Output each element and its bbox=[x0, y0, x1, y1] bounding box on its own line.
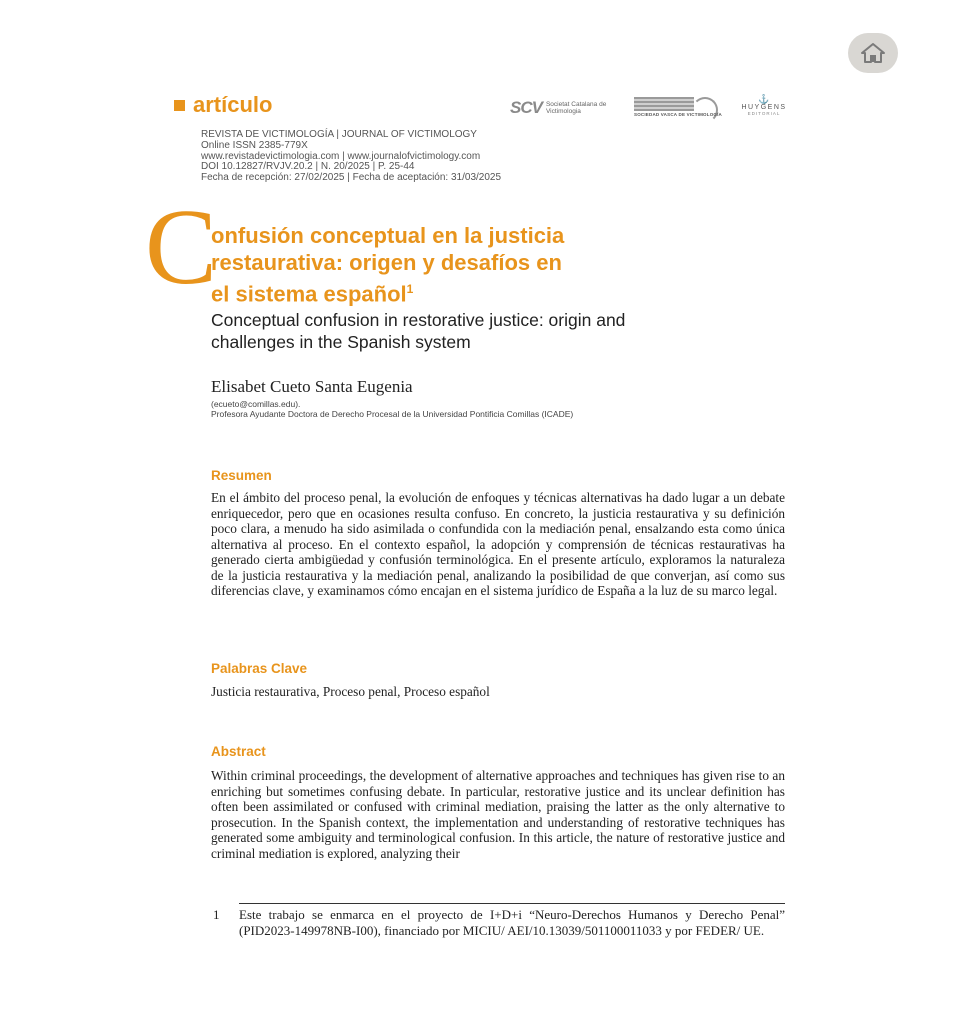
keywords-heading: Palabras Clave bbox=[211, 661, 308, 676]
logo-sociedad-vasca bbox=[634, 97, 723, 123]
journal-info-line: Fecha de recepción: 27/02/2025 | Fecha de aceptación: 31/03/2025 bbox=[201, 172, 502, 184]
logo-societat-catalana bbox=[510, 98, 616, 118]
home-icon bbox=[860, 41, 886, 65]
title-en-line: Conceptual confusion in restorative justice: origin and bbox=[211, 310, 626, 330]
logo1-text: Societat Catalana de Victimologia bbox=[545, 101, 607, 115]
logo3-sub: EDITORIAL bbox=[747, 111, 781, 116]
title-drop-cap: C bbox=[145, 188, 218, 307]
title-es-line: restaurativa: origen y desafíos en bbox=[211, 250, 562, 275]
logo-huygens bbox=[736, 94, 792, 116]
author-affiliation: Profesora Ayudante Doctora de Derecho Procesal de la Universidad Pontificia Comillas (ICADE) bbox=[211, 409, 574, 419]
logo2-caption: SOCIEDAD VASCA DE VICTIMOLOGÍA bbox=[634, 112, 723, 117]
title-footnote-mark[interactable]: 1 bbox=[406, 282, 414, 296]
title-en-line: challenges in the Spanish system bbox=[211, 332, 471, 352]
footnote-divider bbox=[239, 903, 785, 904]
title-es-line: el sistema español bbox=[211, 281, 407, 307]
logo2-arc-icon bbox=[692, 97, 718, 123]
author-name: Elisabet Cueto Santa Eugenia bbox=[211, 377, 413, 396]
logo2-bars-icon bbox=[634, 97, 694, 111]
article-title-es bbox=[211, 222, 711, 307]
journal-info-line: Online ISSN 2385-779X bbox=[201, 139, 308, 151]
abstract-heading: Abstract bbox=[211, 744, 266, 759]
logo1-mark: SCV bbox=[510, 98, 542, 117]
journal-info-line: www.revistadevictimologia.com | www.journalofvictimology.com bbox=[201, 150, 481, 162]
footnote-number: 1 bbox=[213, 907, 220, 922]
journal-info-line: REVISTA DE VICTIMOLOGÍA | JOURNAL OF VICTIMOLOGY bbox=[201, 129, 477, 140]
huygens-emblem-icon: ⚓ bbox=[758, 94, 770, 104]
author-email[interactable]: (ecueto@comillas.edu). bbox=[211, 399, 301, 409]
journal-info bbox=[201, 130, 501, 184]
footnote-text: Este trabajo se enmarca en el proyecto de I+D+i “Neuro-Derechos Humanos y Derecho Penal” (PID2023-149978NB-I00), financiado por MICIU/ AEI/10.13039/501100011033 y por FEDER/ UE. bbox=[239, 907, 785, 938]
resumen-text: En el ámbito del proceso penal, la evolución de enfoques y técnicas alternativas ha dado lugar a un debate enriquecedor, pero que en ocasiones resulta confuso. En concreto, la justicia restaurativa y su definición poco clara, a menudo ha sido asimilada o confundida con la mediación penal, ensalzando esta como única alternativa al proceso. En el contexto español, la adopción y comprensión de técnicas restaurativas ha generado cierta ambigüedad y confusión terminológica. En el presente artículo, exploramos la naturaleza de la justicia restaurativa y la mediación penal, analizando la posibilidad de que converjan, así como sus diferencias clave, y examinamos cómo encajan en el sistema jurídico de España a la luz de su marco legal. bbox=[211, 490, 785, 598]
section-label-text: artículo bbox=[193, 92, 273, 117]
home-button[interactable] bbox=[848, 33, 898, 73]
abstract-text: Within criminal proceedings, the development of alternative approaches and techniques has given rise to an enriching but sometimes confusing debate. In particular, restorative justice and its unclear definition has often been assimilated or confused with criminal mediation, praising the latter as the only alternative to prosecution. In the Spanish context, the implementation and understanding of restorative techniques has generated some ambiguity and terminological confusion. In this article, the nature of restorative justice and criminal mediation is explored, analyzing their bbox=[211, 768, 785, 861]
title-es-line: onfusión conceptual en la justicia bbox=[211, 223, 565, 248]
journal-info-line: DOI 10.12827/RVJV.20.2 | N. 20/2025 | P. 25-44 bbox=[201, 161, 415, 173]
article-title-en bbox=[211, 309, 771, 353]
section-label bbox=[174, 92, 272, 118]
section-square-icon bbox=[174, 100, 185, 111]
logo3-name: HUYGENS bbox=[741, 104, 787, 111]
keywords-text: Justicia restaurativa, Proceso penal, Proceso español bbox=[211, 684, 490, 699]
resumen-heading: Resumen bbox=[211, 468, 272, 483]
